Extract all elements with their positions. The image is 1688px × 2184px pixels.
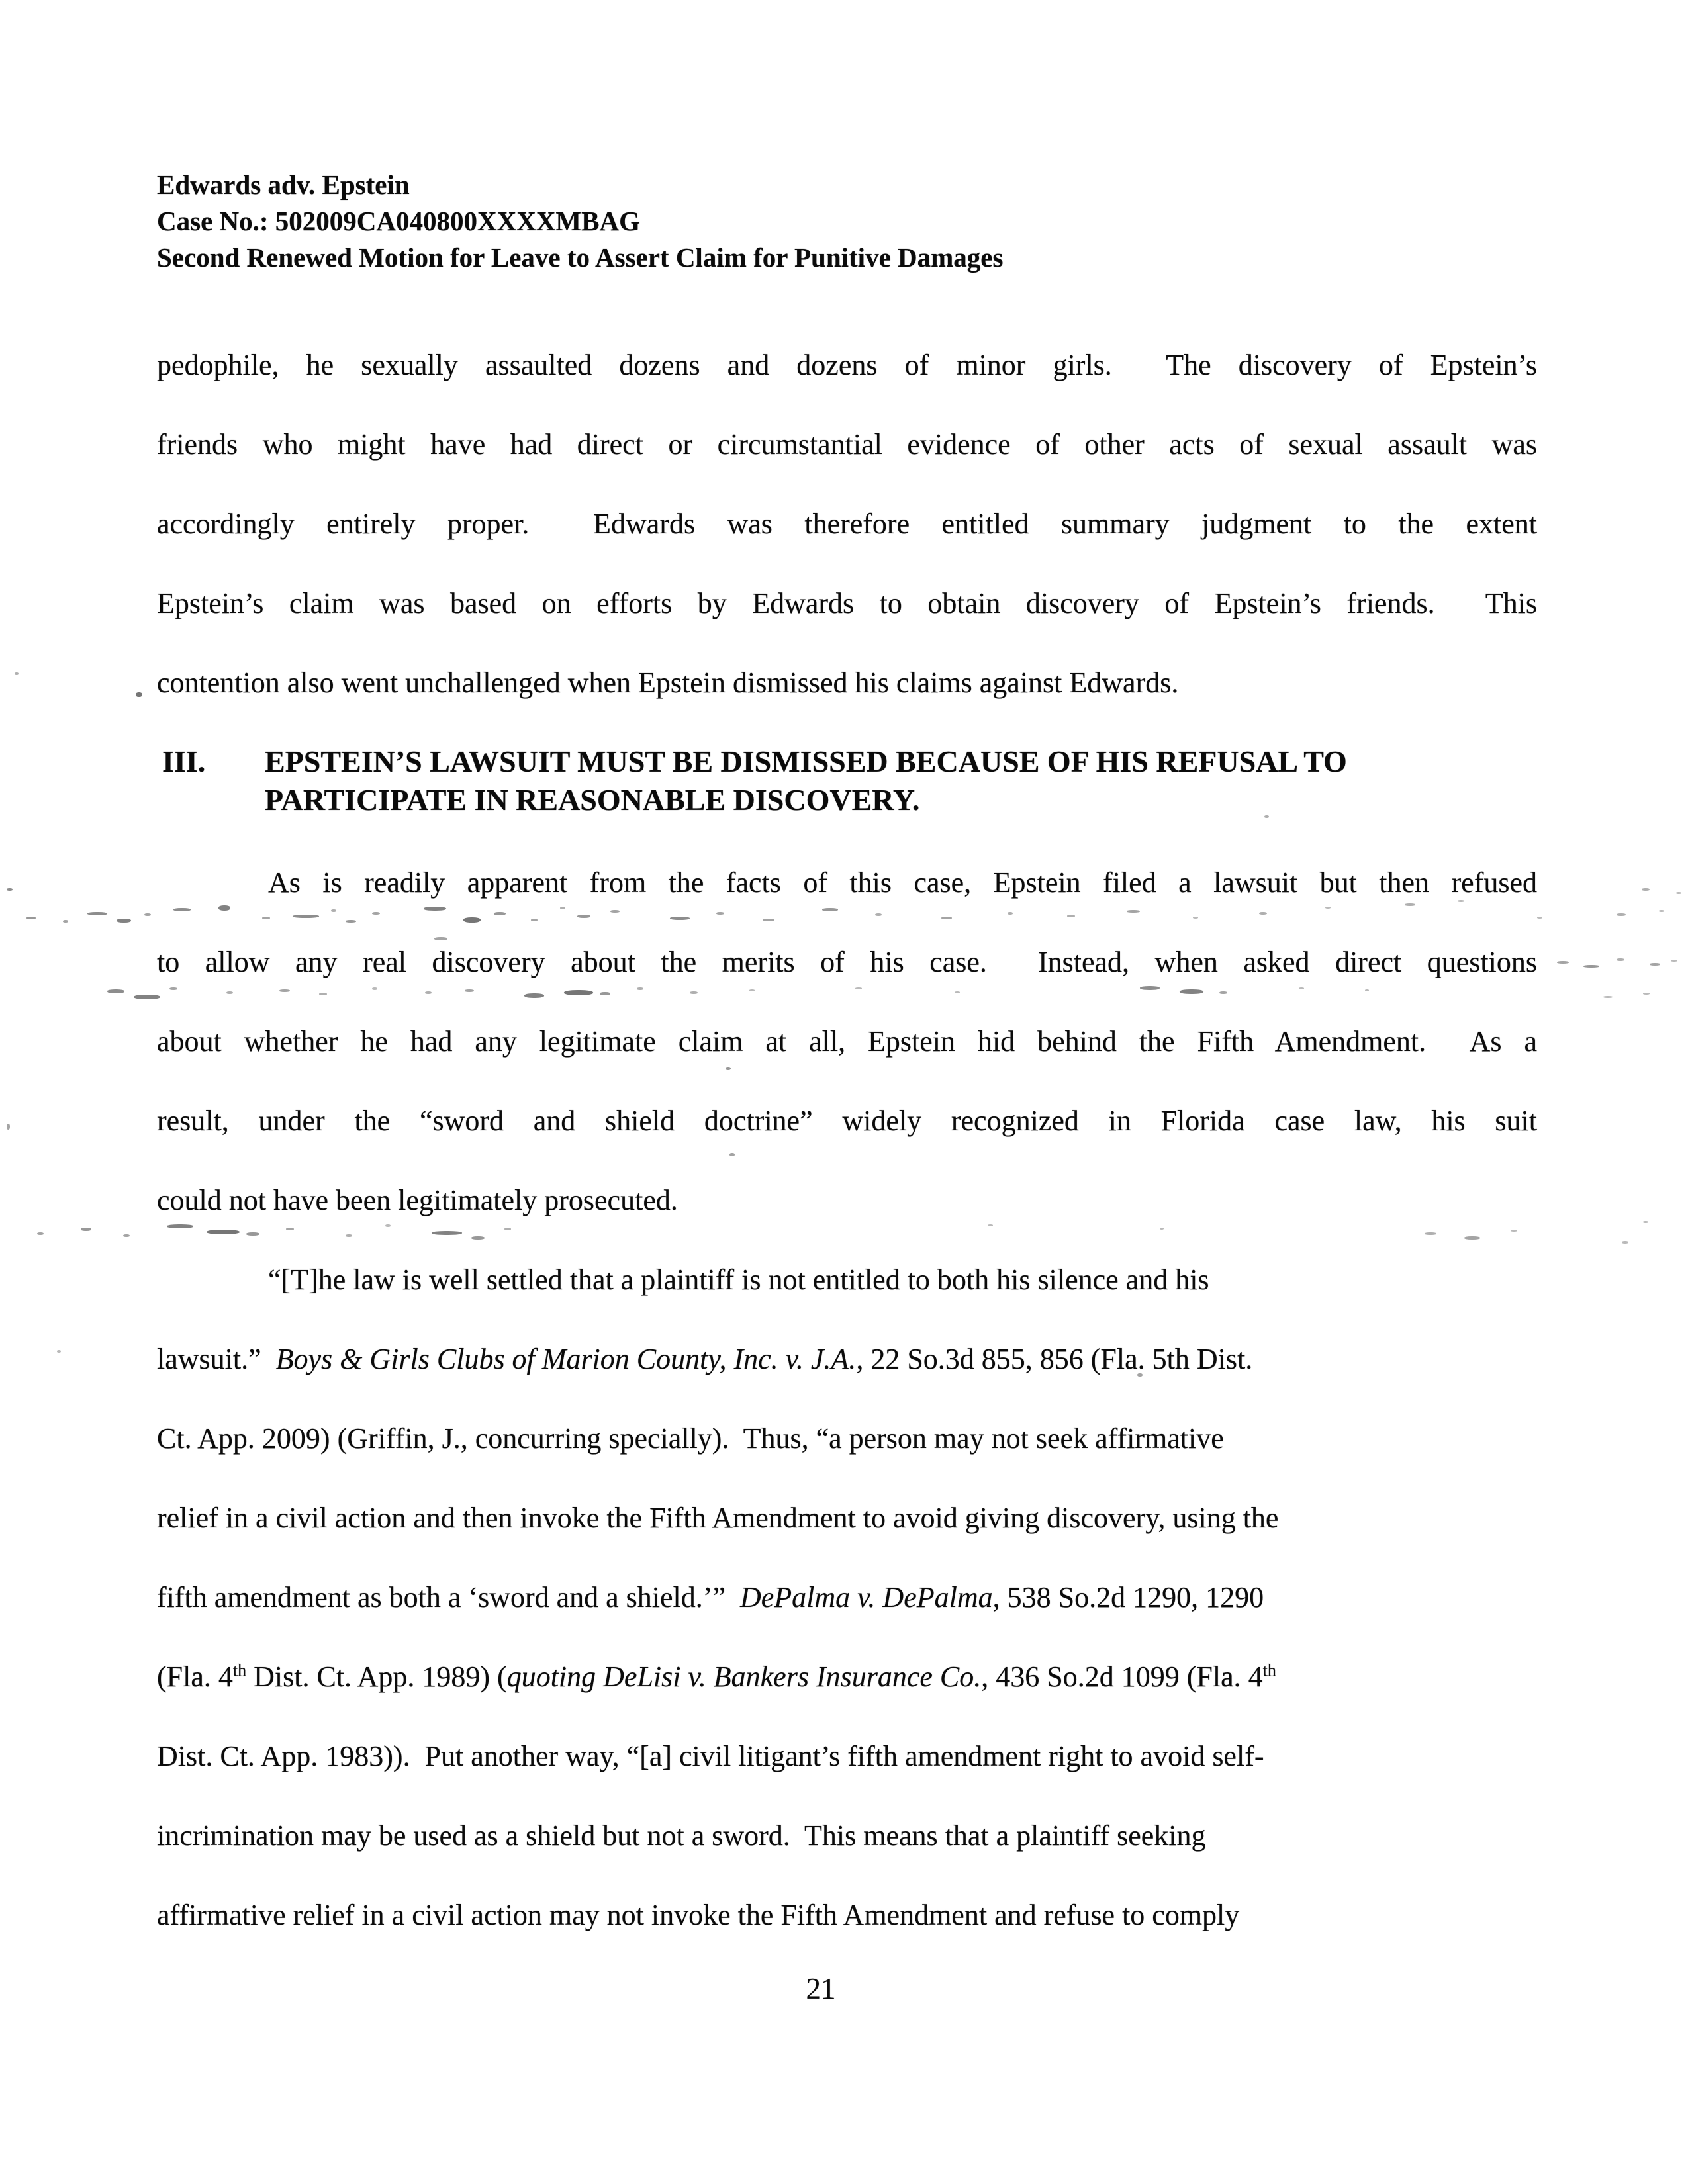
text-line xyxy=(157,1717,1537,1796)
section-heading-text xyxy=(265,743,1537,819)
text-line xyxy=(157,1876,1537,1955)
noise-speck xyxy=(26,917,36,919)
noise-speck xyxy=(7,1124,10,1130)
noise-speck xyxy=(1583,965,1599,968)
noise-speck xyxy=(15,672,19,675)
text-segment: Dist. Ct. App. 1989) ( xyxy=(246,1661,507,1693)
noise-speck xyxy=(144,913,151,916)
text-line xyxy=(157,1002,1537,1081)
text-line xyxy=(157,1796,1537,1876)
text-segment: could not have been legitimately prosecuted. xyxy=(157,1184,678,1216)
citation-italic: DePalma v. DePalma xyxy=(739,1581,993,1614)
noise-speck xyxy=(134,995,160,999)
text-segment: (Fla. 4 xyxy=(157,1661,233,1693)
text-segment: result, under the “sword and shield doctrine” widely recognized in Florida case law, his suit xyxy=(157,1105,1537,1137)
text-line xyxy=(157,1161,1537,1240)
ordinal-superscript: th xyxy=(232,1661,247,1680)
text-line xyxy=(157,1479,1537,1558)
text-line xyxy=(157,1240,1537,1320)
paragraph xyxy=(157,326,1537,723)
text-segment: friends who might have had direct or circumstantial evidence of other acts of sexual assault was xyxy=(157,428,1537,461)
text-line xyxy=(157,1320,1537,1399)
text-segment: , 22 So.3d 855, 856 (Fla. 5th Dist. xyxy=(856,1343,1253,1375)
case-caption xyxy=(157,167,1003,276)
noise-speck xyxy=(1537,917,1542,919)
text-segment: As is readily apparent from the facts of this case, Epstein filed a lawsuit but then refused xyxy=(268,866,1537,899)
caption-party-line: Edwards adv. Epstein xyxy=(157,169,410,200)
page-number: 21 xyxy=(806,1972,836,2005)
text-segment: , 538 So.2d 1290, 1290 xyxy=(992,1581,1264,1614)
heading-line: PARTICIPATE IN REASONABLE DISCOVERY. xyxy=(265,783,920,817)
text-segment: accordingly entirely proper. Edwards was therefore entitled summary judgment to the extent xyxy=(157,508,1537,540)
noise-speck xyxy=(1617,913,1626,916)
text-line xyxy=(157,1399,1537,1479)
text-segment: about whether he had any legitimate claim at all, Epstein hid behind the Fifth Amendment. As a xyxy=(157,1025,1537,1058)
noise-speck xyxy=(107,989,124,993)
noise-speck xyxy=(1557,961,1569,964)
caption-case-number: Case No.: 502009CA040800XXXXMBAG xyxy=(157,206,640,236)
noise-speck xyxy=(81,1228,91,1231)
text-segment: “[T]he law is well settled that a plaintiff is not entitled to both his silence and his xyxy=(268,1263,1209,1296)
ordinal-superscript: th xyxy=(1262,1661,1276,1680)
noise-speck xyxy=(1603,996,1613,998)
text-segment: Epstein’s claim was based on efforts by Edwards to obtain discovery of Epstein’s friends. This xyxy=(157,587,1537,619)
section-heading xyxy=(162,743,1537,819)
noise-speck xyxy=(1650,963,1660,966)
noise-speck xyxy=(117,919,131,923)
document-body xyxy=(157,326,1537,1955)
noise-speck xyxy=(63,920,68,923)
noise-speck xyxy=(57,1350,61,1353)
text-segment: to allow any real discovery about the merits of his case. Instead, when asked direct questions xyxy=(157,946,1537,978)
text-segment: lawsuit.” xyxy=(157,1343,276,1375)
paragraph xyxy=(157,1240,1537,1955)
noise-speck xyxy=(1642,888,1650,891)
text-line xyxy=(157,1558,1537,1637)
noise-speck xyxy=(7,888,13,891)
noise-speck xyxy=(1676,892,1681,894)
text-line xyxy=(157,326,1537,405)
text-segment: fifth amendment as both a ‘sword and a shield.’” xyxy=(157,1581,740,1614)
noise-speck xyxy=(1617,958,1624,961)
text-segment: relief in a civil action and then invoke the Fifth Amendment to avoid giving discovery, using the xyxy=(157,1502,1279,1534)
text-line xyxy=(157,643,1537,723)
section-number: III. xyxy=(162,745,206,778)
text-line xyxy=(157,1081,1537,1161)
text-segment: pedophile, he sexually assaulted dozens and dozens of minor girls. The discovery of Epstein’s xyxy=(157,349,1537,381)
text-line xyxy=(157,405,1537,484)
citation-italic: quoting DeLisi v. Bankers Insurance Co. xyxy=(506,1661,982,1693)
paragraph xyxy=(157,843,1537,1240)
caption-motion-title: Second Renewed Motion for Leave to Assert Claim for Punitive Damages xyxy=(157,242,1004,273)
noise-speck xyxy=(136,692,142,697)
text-segment: , 436 So.2d 1099 (Fla. 4 xyxy=(981,1661,1263,1693)
text-segment: incrimination may be used as a shield but not a sword. This means that a plaintiff seeking xyxy=(157,1819,1206,1852)
text-line xyxy=(157,484,1537,564)
text-segment: contention also went unchallenged when Epstein dismissed his claims against Edwards. xyxy=(157,666,1179,699)
text-segment: affirmative relief in a civil action may not invoke the Fifth Amendment and refuse to comply xyxy=(157,1899,1240,1931)
noise-speck xyxy=(123,1234,130,1237)
text-line xyxy=(157,923,1537,1002)
text-segment: Ct. App. 2009) (Griffin, J., concurring specially). Thus, “a person may not seek affirmative xyxy=(157,1422,1224,1455)
noise-speck xyxy=(1659,910,1664,912)
noise-speck xyxy=(1671,960,1677,962)
heading-line: EPSTEIN’S LAWSUIT MUST BE DISMISSED BECAUSE OF HIS REFUSAL TO xyxy=(265,745,1347,778)
citation-italic: Boys & Girls Clubs of Marion County, Inc. v. J.A. xyxy=(275,1343,857,1375)
text-line xyxy=(157,1637,1537,1717)
noise-speck xyxy=(87,912,107,915)
text-segment: Dist. Ct. App. 1983)). Put another way, “[a] civil litigant’s fifth amendment right to avoid self- xyxy=(157,1740,1264,1772)
noise-speck xyxy=(1643,1221,1648,1223)
text-line xyxy=(157,843,1537,923)
text-line xyxy=(157,564,1537,643)
noise-speck xyxy=(37,1232,44,1235)
noise-speck xyxy=(1643,993,1650,995)
noise-speck xyxy=(1622,1241,1628,1244)
